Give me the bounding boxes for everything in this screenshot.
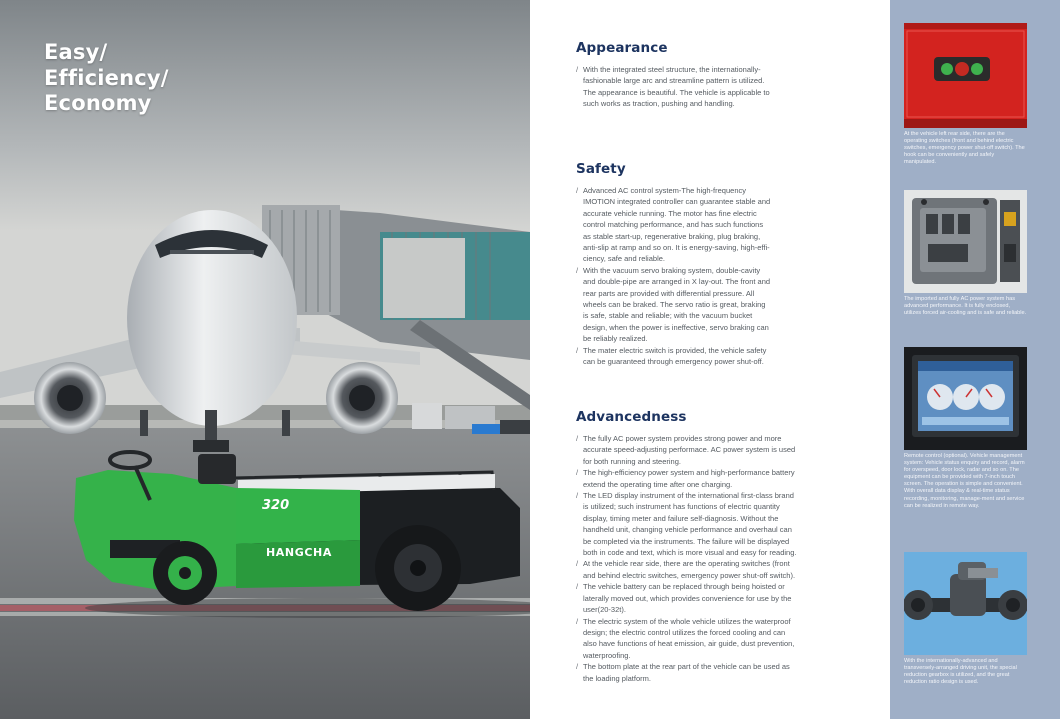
instrument-display-photo (904, 347, 1027, 450)
list-item: / With the vacuum servo braking system, double-cavity and double-pipe are arranged in X lay-out. The front and rear parts are provided with differential pressure. All wheels can be braked. The servo ratio is great, braking is safe, stable and reliable; with the vacuum bucket design, when the power is ineffective, servo braking can be reliably realized. (576, 265, 771, 345)
appearance-heading: Appearance (576, 40, 668, 56)
detail-sidebar (890, 0, 1060, 719)
drive-axle-photo (904, 552, 1027, 655)
ac-controller-photo (904, 190, 1027, 293)
rear-operating-switch-photo (904, 23, 1027, 128)
list-item: / The bottom plate at the rear part of the vehicle can be used as the loading platform. (576, 661, 801, 684)
sidebar-card-switches (904, 23, 1027, 166)
vehicle-model-label: 320 (262, 498, 290, 513)
appearance-section (576, 40, 776, 110)
list-item: / At the vehicle rear side, there are the operating switches (front and behind electric switches, emergency power shut-off switch). (576, 558, 801, 581)
list-item: / Advanced AC control system-The high-frequency IMOTION integrated controller can guarantee stable and accurate vehicle running. The motor has fine electric control matching performance, and has such functions as stable start-up, regenerative braking, plug braking, anti-slip at ramp and so on. It is energy-saving, high-effi-ciency, safe and reliable. (576, 185, 771, 265)
hero-title (44, 40, 169, 117)
feature-text-column (530, 0, 890, 719)
hero-title-line-2: Efficiency/ (44, 65, 169, 90)
hero-title-line-3: Economy (44, 91, 152, 115)
list-item: / The vehicle battery can be replaced through being hoisted or laterally moved out, which provides convenience for use by the user(20-32t). (576, 581, 801, 615)
advancedness-section (576, 409, 801, 684)
safety-list (576, 185, 771, 368)
list-item: / With the integrated steel structure, the internationally-fashionable large arc and streamline pattern is utilized. The appearance is beautiful. The vehicle is applicable to such works as traction, pushing and handling. (576, 64, 776, 110)
sidebar-card-display (904, 347, 1027, 510)
list-item: / The fully AC power system provides strong power and more accurate speed-adjusting performace. AC power system is used for both running and steering. (576, 433, 801, 467)
list-item: / The LED display instrument of the international first-class brand is utilized; such instrument has functions of electric quantity display, timing meter and failure self-diagnosis. Without the handheld unit, changing vehicle performance and overhaul can be completed via the instruments. The failure will be displayed both in code and text, which is more visual and easy for reading. (576, 490, 801, 558)
sidebar-card-controller (904, 190, 1027, 317)
sidebar-caption: With the internationally-advanced and transversely-arranged driving unit, the special reduction gearbox is utilized, and the great reduction ratio design is used. (904, 658, 1017, 686)
list-item: / The mater electric switch is provided, the vehicle safety can be guaranteed through emergency power shut-off. (576, 345, 771, 368)
sidebar-caption: The imported and fully AC power system has advanced performance. It is fully enclosed, utilizes forced air-cooling and is safe and reliable. (904, 296, 1027, 317)
safety-heading: Safety (576, 161, 626, 177)
sidebar-card-drive-unit (904, 552, 1027, 686)
hero-title-line-1: Easy/ (44, 40, 108, 64)
appearance-list (576, 64, 776, 110)
sidebar-caption: Remote control (optional). Vehicle management system: Vehicle status enquiry and record, alarm for overspeed, door lock, radar and so on. The equipment can be provided with 7-inch touch screen. The operation is simple and convenient. With overall data display & real-time status recording, monitoring, manage-ment and service can be realized in remote way. (904, 453, 1025, 509)
advancedness-list (576, 433, 801, 684)
vehicle-brand-label: HANGCHA (266, 546, 332, 559)
advancedness-heading: Advancedness (576, 409, 687, 425)
list-item: / The high-efficiency power system and high-performance battery extend the operating time after one charging. (576, 467, 801, 490)
safety-section (576, 161, 771, 368)
sidebar-caption: At the vehicle left rear side, there are the operating switches (front and behind electric switches, emergency power shut-off switch). The hook can be conveniently and safely manipulated. (904, 131, 1025, 166)
list-item: / The electric system of the whole vehicle utilizes the waterproof design; the electric control utilizes the forced cooling and can also have functions of heat emission, air guide, dust prevention, waterproofing. (576, 616, 801, 662)
